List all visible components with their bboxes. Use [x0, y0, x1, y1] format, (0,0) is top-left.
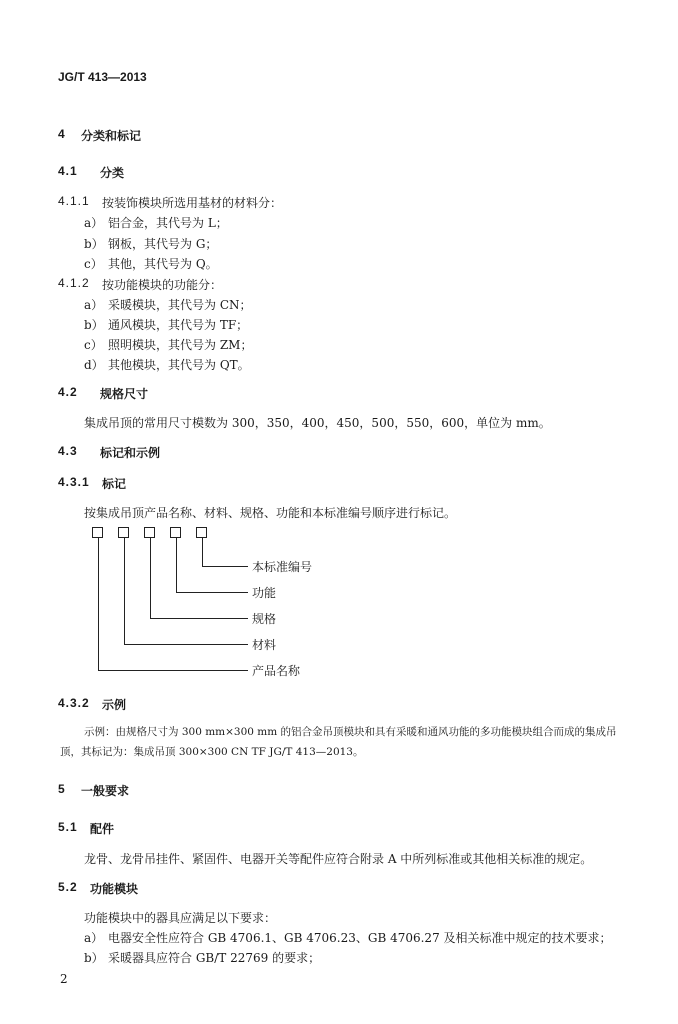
diagram-leader-line [98, 538, 99, 671]
list-item-label: a） [84, 931, 104, 945]
section-4-2-text: 集成吊顶的常用尺寸模数为 300，350，400，450，500，550，600，单位为 mm。 [84, 416, 551, 430]
diagram-leader-line [150, 618, 248, 619]
list-item-text: 采暖模块，其代号为 CN； [108, 298, 252, 312]
diagram-leader-line [176, 538, 177, 593]
list-item-label: c） [84, 257, 103, 271]
diagram-label-specification: 规格 [252, 612, 277, 626]
diagram-box [92, 527, 103, 538]
section-4-1-title: 分类 [100, 166, 125, 180]
section-5-title: 一般要求 [81, 784, 130, 798]
diagram-label-function: 功能 [252, 586, 277, 600]
diagram-leader-line [176, 592, 248, 593]
diagram-leader-line [124, 644, 248, 645]
section-5-2-text: 功能模块中的器具应满足以下要求： [84, 911, 277, 925]
section-4-3-title: 标记和示例 [100, 446, 161, 460]
diagram-leader-line [202, 566, 248, 567]
clause-4-3-2-title: 示例 [102, 698, 127, 712]
list-item-label: c） [84, 338, 103, 352]
list-item-text: 其他模块，其代号为 QT。 [108, 358, 250, 372]
page-number: 2 [60, 972, 68, 986]
clause-4-1-1-text: 按装饰模块所选用基材的材料分： [102, 196, 283, 210]
section-4-3-number: 4.3 [58, 444, 78, 458]
clause-4-1-2-number: 4.1.2 [58, 276, 90, 290]
section-5-1-text: 龙骨、龙骨吊挂件、紧固件、电器开关等配件应符合附录 A 中所列标准或其他相关标准的规定。 [84, 852, 593, 866]
section-4-2-number: 4.2 [58, 385, 78, 399]
section-5-number: 5 [58, 782, 66, 796]
diagram-box [196, 527, 207, 538]
clause-4-3-2-number: 4.3.2 [58, 696, 90, 710]
clause-4-1-2-text: 按功能模块的功能分： [102, 278, 223, 292]
list-item-text: 其他，其代号为 Q。 [108, 257, 218, 271]
clause-4-1-1-number: 4.1.1 [58, 194, 90, 208]
section-5-1-number: 5.1 [58, 820, 78, 834]
list-item-text: 钢板，其代号为 G； [108, 237, 218, 251]
section-4-number: 4 [58, 127, 66, 141]
section-5-2-number: 5.2 [58, 880, 78, 894]
diagram-box [144, 527, 155, 538]
section-4-2-title: 规格尺寸 [100, 387, 149, 401]
section-4-1-number: 4.1 [58, 164, 78, 178]
list-item-label: a） [84, 298, 104, 312]
diagram-box [170, 527, 181, 538]
list-item-label: b） [84, 237, 104, 251]
diagram-label-material: 材料 [252, 638, 277, 652]
clause-4-3-1-title: 标记 [102, 477, 127, 491]
example-line-1: 示例：由规格尺寸为 300 mm×300 mm 的铝合金吊顶模块和具有采暖和通风功能的多功能模块组合而成的集成吊 [84, 726, 617, 738]
section-4-title: 分类和标记 [81, 129, 142, 143]
list-item-text: 照明模块，其代号为 ZM； [108, 338, 253, 352]
diagram-label-product-name: 产品名称 [252, 664, 301, 678]
diagram-leader-line [124, 538, 125, 645]
clause-4-3-1-number: 4.3.1 [58, 475, 90, 489]
diagram-leader-line [150, 538, 151, 619]
list-item-text: 铝合金，其代号为 L； [108, 216, 228, 230]
diagram-leader-line [98, 670, 248, 671]
section-5-1-title: 配件 [90, 822, 115, 836]
diagram-box [118, 527, 129, 538]
example-line-2: 顶，其标记为：集成吊顶 300×300 CN TF JG/T 413—2013。 [60, 746, 364, 758]
list-item-label: b） [84, 951, 104, 965]
diagram-leader-line [202, 538, 203, 567]
list-item-label: b） [84, 318, 104, 332]
section-5-2-title: 功能模块 [90, 882, 139, 896]
list-item-text: 通风模块，其代号为 TF； [108, 318, 249, 332]
list-item-text: 采暖器具应符合 GB/T 22769 的要求； [108, 951, 321, 965]
list-item-text: 电器安全性应符合 GB 4706.1、GB 4706.23、GB 4706.27 及相关标准中规定的技术要求； [108, 931, 612, 945]
list-item-label: d） [84, 358, 104, 372]
standard-code: JG/T 413—2013 [58, 70, 147, 84]
clause-4-3-1-text: 按集成吊顶产品名称、材料、规格、功能和本标准编号顺序进行标记。 [84, 506, 457, 520]
diagram-label-standard-number: 本标准编号 [252, 560, 313, 574]
list-item-label: a） [84, 216, 104, 230]
